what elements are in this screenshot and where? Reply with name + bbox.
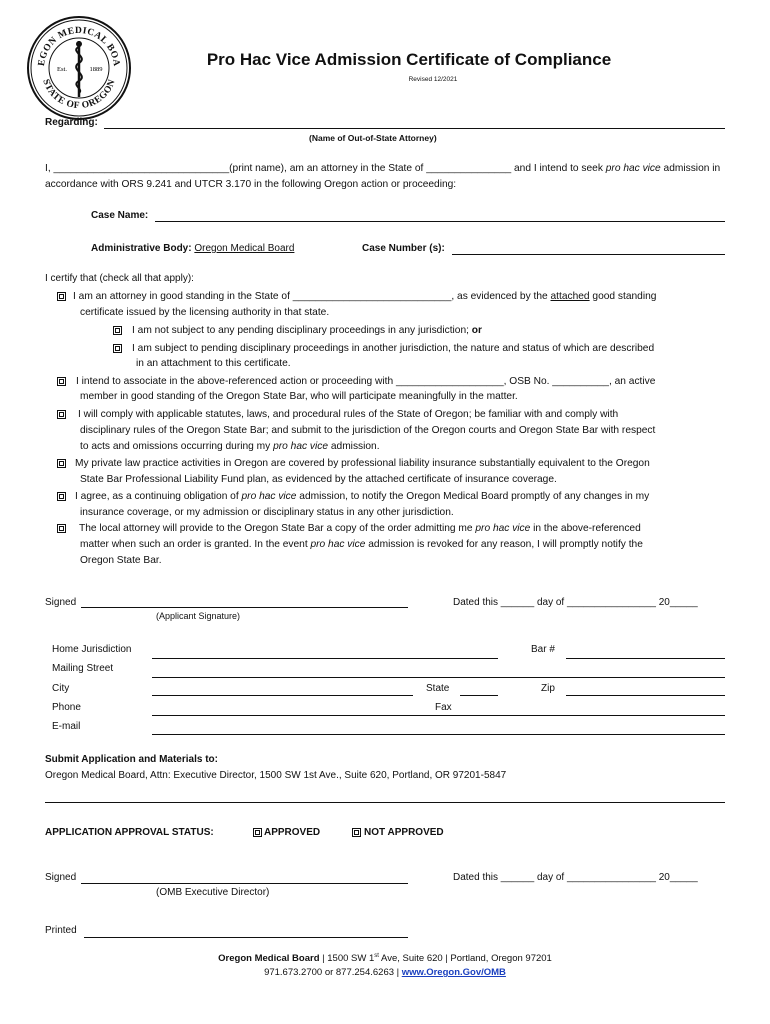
item3-text-c [80,439,380,455]
item3-phv: pro hac vice [273,441,329,452]
item2-text-b: member in good standing of the Oregon State Bar, who will participate meaningfully in the matter. [80,391,518,402]
intro-paragraph [45,161,735,194]
admin-body [91,241,294,257]
footer-line-2 [0,966,770,980]
mailing-street-label: Mailing Street [52,663,114,674]
intro-prefix[interactable]: I, _______________________________(print name), am an attorney in the State of _______________ and I intend to seek [45,163,606,174]
email-label: E-mail [52,721,81,732]
item6-a2: in the above-referenced [530,523,641,534]
seal-bottom-text: STATE OF OREGON [40,77,118,112]
city-field[interactable] [152,695,413,696]
section-divider [45,802,725,803]
email-field[interactable] [152,734,725,735]
item6-a1: The local attorney will provide to the Oregon State Bar a copy of the order admitting me [79,523,476,534]
intro-suffix: admission in accordance with ORS 9.241 and UTCR 3.170 in the following Oregon action or proceeding: [45,163,721,191]
zip-label: Zip [541,683,555,694]
checkbox-good-standing[interactable] [57,292,66,301]
seal-top-text: EGON MEDICAL BOA [36,25,122,68]
checkbox-approved[interactable] [253,828,262,837]
item1-text-b: good standing [589,291,657,302]
footer-addr-b: Ave, Suite 620 | Portland, Oregon 97201 [378,953,552,965]
footer-link[interactable]: www.Oregon.Gov/OMB [401,967,506,979]
checkbox-insurance[interactable] [57,459,66,468]
sub1-text: I am not subject to any pending disciplinary proceedings in any jurisdiction; [132,325,469,336]
certify-sub-1 [132,323,482,339]
item5-a2: admission, to notify the Oregon Medical Board promptly of any changes in my [296,491,650,502]
director-signature-field[interactable] [81,883,408,884]
item3-text-b: disciplinary rules of the Oregon State Bar; and submit to the jurisdiction of the Oregon courts and Oregon State Bar with respect [80,425,656,436]
checkbox-not-approved[interactable] [352,828,361,837]
item6-b1: matter when such an order is granted. In the event [80,539,311,550]
case-name-label: Case Name: [91,210,149,221]
item2-text-a: I intend to associate in the above-referenced action or proceeding with ___________________, OSB No. __________, an active [76,376,656,387]
applicant-signed-label: Signed [45,597,77,608]
footer-line-1 [0,949,770,966]
director-caption: (OMB Executive Director) [156,887,270,898]
phone-label: Phone [52,702,81,713]
approved-label: APPROVED [264,827,321,838]
item6-text-b [80,537,643,553]
phone-fax-field[interactable] [152,715,725,716]
certify-lead: I certify that (check all that apply): [45,273,194,284]
not-approved-label: NOT APPROVED [364,827,444,838]
checkbox-subject-pending[interactable] [113,344,122,353]
item4-text-a: My private law practice activities in Oregon are covered by professional liability insurance substantially equivalent to the Oregon [75,458,650,469]
item5-phv: pro hac vice [241,491,297,502]
case-name-field[interactable] [155,221,725,222]
item5-text-a [75,489,649,505]
sub2-text-b: in an attachment to this certificate. [136,358,291,369]
checkbox-associate[interactable] [57,377,66,386]
item1-text-a: I am an attorney in good standing in the State of ____________________________, as evidenced by the [73,291,551,302]
sub2-text-a: I am subject to pending disciplinary proceedings in another jurisdiction, the nature and status of which are described [132,343,655,354]
zip-field[interactable] [566,695,725,696]
seal-est: Est. [57,66,67,73]
home-jurisdiction-field[interactable] [152,658,498,659]
item4-text-b: State Bar Professional Liability Fund plan, as evidenced by the attached certificate of insurance coverage. [80,474,557,485]
checkbox-notify[interactable] [57,492,66,501]
footer-addr-sup: st [374,953,379,959]
home-jurisdiction-label: Home Jurisdiction [52,644,132,655]
item6-phv-a: pro hac vice [475,523,531,534]
item1-attached: attached [550,291,590,302]
case-number-label: Case Number (s): [362,243,445,254]
applicant-signature-caption: (Applicant Signature) [156,611,241,621]
case-number-field[interactable] [452,254,725,255]
item5-text-b: insurance coverage, or my admission or disciplinary status in any other jurisdiction. [80,507,454,518]
regarding-caption: (Name of Out-of-State Attorney) [309,133,437,143]
item6-phv-b: pro hac vice [310,539,366,550]
bar-field[interactable] [566,658,725,659]
state-field[interactable] [460,695,498,696]
admin-body-label: Administrative Body: [91,243,192,254]
footer-addr-a: | 1500 SW 1 [319,953,375,965]
item1-text-c: certificate issued by the licensing authority in that state. [80,307,330,318]
city-label: City [52,683,70,694]
applicant-dated[interactable]: Dated this ______ day of ________________ 20_____ [453,597,698,608]
item3-text-a: I will comply with applicable statutes, laws, and procedural rules of the State of Oregon; be familiar with and comply with [78,409,619,420]
footer-org: Oregon Medical Board [218,953,320,965]
regarding-field[interactable] [104,128,725,129]
item6-text-c: Oregon State Bar. [80,555,162,566]
director-dated[interactable]: Dated this ______ day of ________________ 20_____ [453,872,698,883]
seal-year: 1889 [89,66,103,73]
director-signed-label: Signed [45,872,77,883]
mailing-street-field[interactable] [152,677,725,678]
applicant-signature-field[interactable] [81,607,408,608]
item6-text-a [79,521,641,537]
bar-label: Bar # [531,644,555,655]
submit-address: Oregon Medical Board, Attn: Executive Director, 1500 SW 1st Ave., Suite 620, Portland, OR 97201-5847 [45,770,507,781]
item3-c1: to acts and omissions occurring during my [80,441,274,452]
footer-phone: 971.673.2700 or 877.254.6263 | [264,967,402,979]
sub1-or: or [471,325,482,336]
certify-item-1 [73,289,733,305]
revised-date: Revised 12/2021 [408,76,458,83]
item3-c2: admission. [328,441,380,452]
checkbox-not-subject[interactable] [113,326,122,335]
approval-status-label: APPLICATION APPROVAL STATUS: [45,827,214,838]
regarding-label: Regarding: [45,117,98,128]
fax-label: Fax [435,702,452,713]
footer [0,949,770,980]
page-title: Pro Hac Vice Admission Certificate of Compliance [206,50,612,69]
printed-name-field[interactable] [84,937,408,938]
checkbox-local-attorney[interactable] [57,524,66,533]
item5-a1: I agree, as a continuing obligation of [75,491,242,502]
admin-body-value: Oregon Medical Board [194,243,295,254]
submit-heading: Submit Application and Materials to: [45,754,218,765]
item6-b2: admission is revoked for any reason, I will promptly notify the [365,539,643,550]
state-label: State [426,683,450,694]
printed-label: Printed [45,925,77,936]
checkbox-comply[interactable] [57,410,66,419]
intro-phv: pro hac vice [605,163,661,174]
